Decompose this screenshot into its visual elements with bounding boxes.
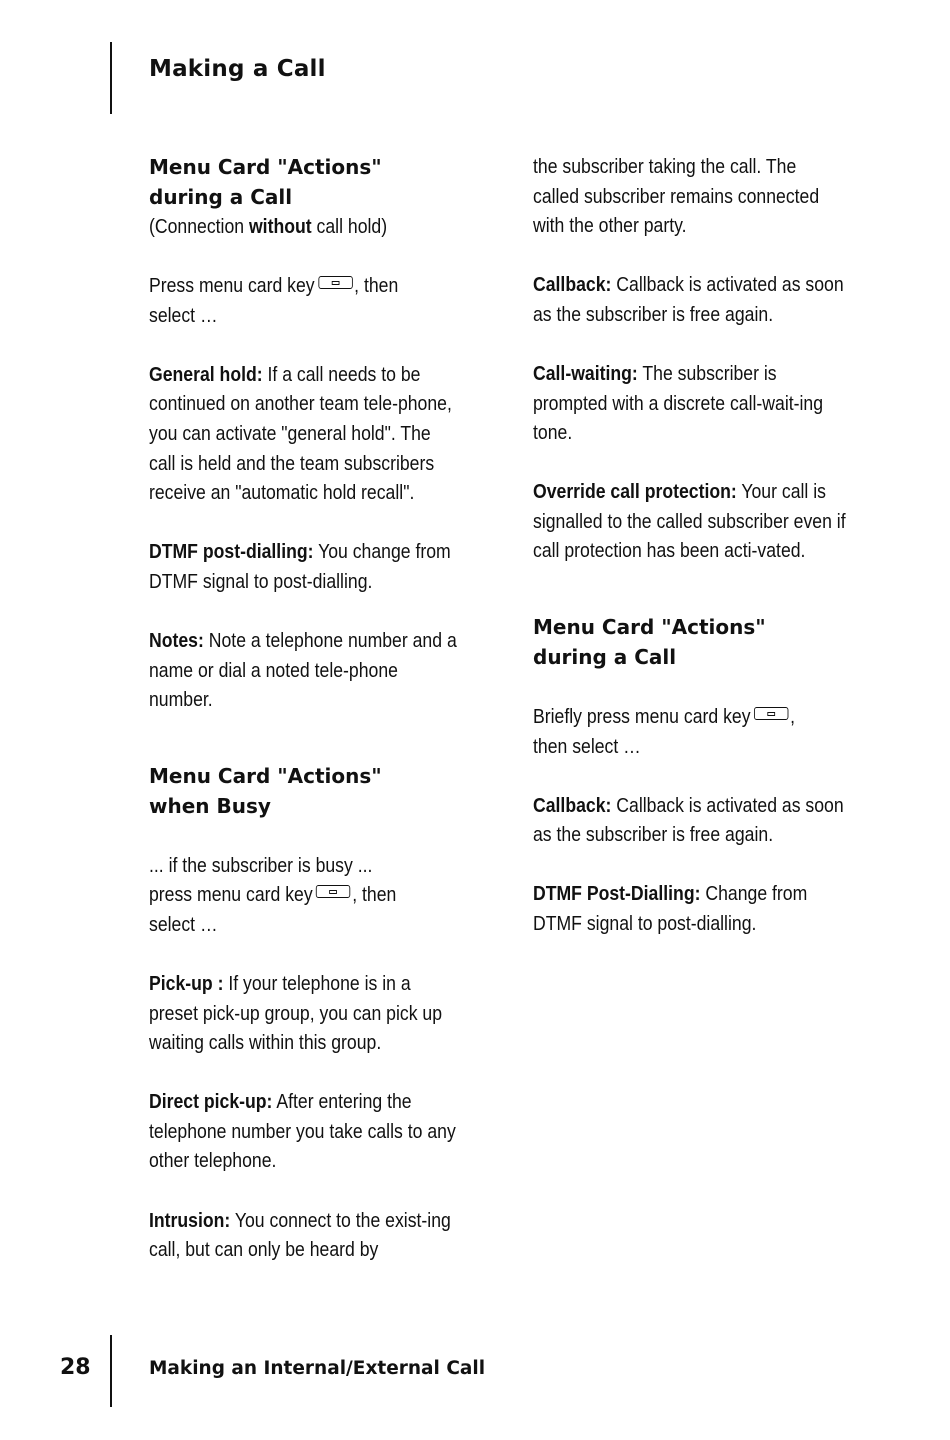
right-column (533, 152, 848, 968)
footer-chapter-title: Making an Internal/External Call (149, 1358, 486, 1379)
menu-card-key-icon (754, 707, 788, 720)
header-rule (110, 42, 112, 114)
item-pick-up: Pick-up : If your telephone is in a preset pick-up group, you can pick up waiting calls within this group. (149, 972, 443, 1055)
item-callback-2: Callback: Callback is activated as soon as the subscriber is free again. (533, 793, 844, 847)
item-call-waiting: Call-waiting: The subscriber is prompted with a discrete call-wait-ing tone. (533, 361, 824, 445)
menu-card-key-icon (318, 276, 352, 289)
section-subtitle: (Connection without call hold) (149, 215, 388, 238)
instruction-busy: ... if the subscriber is busy ... press menu card key , then select … (149, 853, 397, 936)
page-title: Making a Call (149, 56, 326, 82)
footer-rule (110, 1335, 112, 1407)
left-column (149, 152, 459, 1294)
item-notes: Notes: Note a telephone number and a name or dial a noted tele-phone number. (149, 628, 457, 712)
item-override-call-protection: Override call protection: Your call is signalled to the called subscriber even if call protection has been acti-vated. (533, 480, 846, 563)
section-heading-actions-during-call: Menu Card "Actions" during a Call (149, 155, 382, 209)
section-heading-actions-when-busy: Menu Card "Actions" when Busy (149, 763, 382, 818)
item-direct-pick-up: Direct pick-up: After entering the telephone number you take calls to any other telephone. (149, 1090, 456, 1173)
instruction-press-key: Press menu card key , then select … (149, 274, 399, 327)
section-heading-actions-during-call-2: Menu Card "Actions" during a Call (533, 615, 766, 670)
item-callback: Callback: Callback is activated as soon as the subscriber is free again. (533, 273, 844, 326)
instruction-briefly-press: Briefly press menu card key , then select … (533, 705, 795, 758)
menu-card-key-icon (316, 885, 350, 898)
item-general-hold: General hold: If a call needs to be continued on another team tele-phone, you can activate "general hold". The call is held and the team subscribers receive an "automatic hold recall". (149, 362, 452, 505)
item-intrusion: Intrusion: You connect to the exist-ing call, but can only be heard by (149, 1208, 451, 1262)
page-number: 28 (60, 1355, 91, 1380)
intrusion-continued: the subscriber taking the call. The called subscriber remains connected with the other party. (533, 155, 820, 238)
item-dtmf-post-dialling-2: DTMF Post-Dialling: Change from DTMF signal to post-dialling. (533, 882, 808, 935)
item-dtmf-post-dialling: DTMF post-dialling: You change from DTMF signal to post-dialling. (149, 540, 451, 593)
